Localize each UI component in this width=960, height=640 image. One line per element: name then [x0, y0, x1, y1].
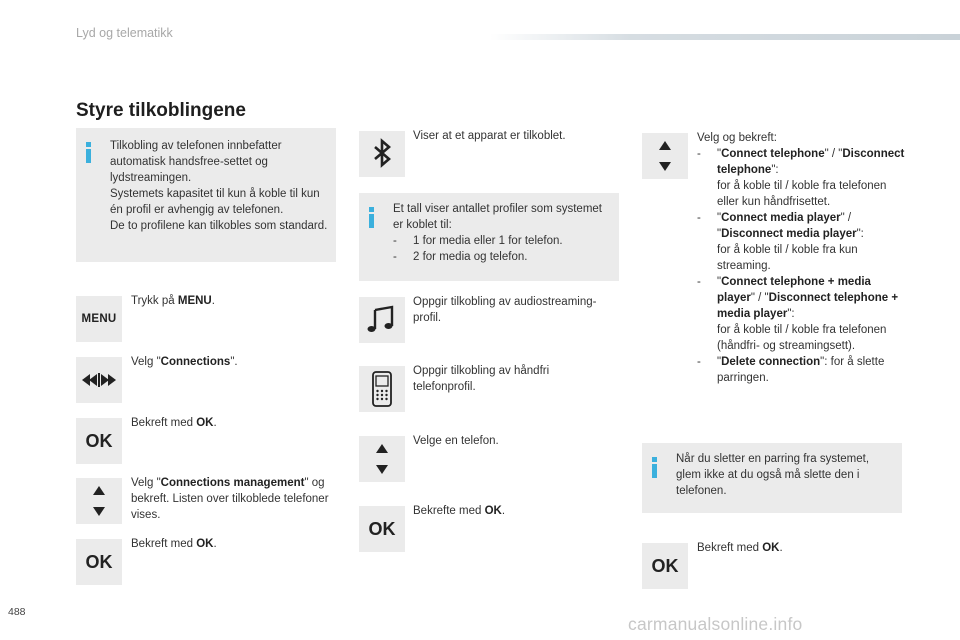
- left-right-arrows-icon: [76, 357, 122, 403]
- step-select-connections-management: Velg "Connections management" og bekreft. Listen over tilkoblede telefoner vises.: [131, 477, 329, 521]
- menu-button-label: MENU: [81, 313, 117, 325]
- up-down-arrows-tile: [642, 133, 688, 179]
- info-text-profile-count: Et tall viser antallet profiler som systemet er koblet til: - 1 for media eller 1 for telefon. - 2 for media og telefon.: [393, 201, 613, 265]
- connection-option: - "Delete connection": for å slette parringen.: [697, 356, 885, 384]
- bluetooth-icon: [359, 131, 405, 177]
- ok-button-tile: [642, 543, 688, 589]
- ok-button-tile: [76, 418, 122, 464]
- info-box-delete-pairing: [642, 443, 902, 513]
- connection-option: - "Connect telephone + media player" / "Disconnect telephone + media player": for å koble til / koble fra telefonen (håndfri- og streamingsett).: [697, 276, 899, 352]
- info-text-phone-support: Tilkobling av telefonen innbefatter automatisk handsfree-settet og lydstreamingen. Systemets kapasitet til kun å koble til kun én profil er avhengig av telefonen. De to profilene kan tilkobles som standard.: [110, 140, 328, 232]
- music-note-icon: [359, 297, 405, 343]
- mobile-phone-icon: [359, 366, 405, 412]
- ok-button-label: OK: [368, 518, 396, 539]
- step-handsfree-profile: Oppgir tilkobling av håndfri telefonprofil.: [413, 365, 550, 393]
- step-select-phone: Velge en telefon.: [413, 435, 499, 447]
- info-text-delete-pairing: Når du sletter en parring fra systemet, glem ikke at du også må slette den i telefonen.: [676, 453, 870, 497]
- profile-count-item: - 2 for media og telefon.: [393, 251, 528, 263]
- step-confirm-ok-middle: Bekrefte med OK.: [413, 505, 506, 517]
- page-title: Styre tilkoblingene: [76, 100, 246, 121]
- step-select-connections: Velg "Connections".: [131, 356, 238, 368]
- phone-tile: [359, 366, 405, 412]
- connection-option: - "Connect media player" / "Disconnect media player": for å koble til / koble fra kun streaming.: [697, 212, 864, 272]
- up-down-arrows-icon: [359, 436, 405, 482]
- header-rule: [490, 34, 960, 40]
- profile-count-item: - 1 for media eller 1 for telefon.: [393, 235, 563, 247]
- watermark: carmanualsonline.info: [628, 614, 803, 634]
- left-right-arrows-tile: [76, 357, 122, 403]
- step-bluetooth-connected: Viser at et apparat er tilkoblet.: [413, 130, 566, 142]
- up-down-arrows-tile: [76, 478, 122, 524]
- menu-button-tile: [76, 296, 122, 342]
- up-down-arrows-tile: [359, 436, 405, 482]
- ok-button-label: OK: [85, 430, 113, 451]
- step-confirm-ok-2: Bekreft med OK.: [131, 538, 217, 550]
- step-select-and-confirm: Velg og bekreft: - "Connect telephone" / "Disconnect telephone": for å koble til / koble fra telefonen eller kun håndfrisettet. - "Connect media player" / "Disconnect media player": for å koble til / koble fra kun streaming. - "Connect telephone + media player" / "Disconnect telephone + media player": for å koble til / koble fra telefonen (håndfri- og streamingsett). - "Delete connection": for å slette parringen.: [697, 130, 907, 386]
- ok-button-tile: [76, 539, 122, 585]
- bluetooth-tile: [359, 131, 405, 177]
- music-tile: [359, 297, 405, 343]
- step-press-menu: Trykk på MENU.: [131, 295, 215, 307]
- ok-button-label: OK: [85, 551, 113, 572]
- info-box-profile-count: [359, 193, 619, 281]
- info-box-phone-support: [76, 128, 336, 262]
- ok-button-tile: [359, 506, 405, 552]
- connection-option: - "Connect telephone" / "Disconnect telephone": for å koble til / koble fra telefonen eller kun håndfrisettet.: [697, 148, 905, 208]
- chapter-title: Lyd og telematikk: [76, 26, 173, 40]
- page-number: 488: [8, 606, 26, 618]
- step-confirm-ok-right: Bekreft med OK.: [697, 542, 783, 554]
- step-audio-profile: Oppgir tilkobling av audiostreaming-profil.: [413, 296, 597, 324]
- ok-button-label: OK: [651, 555, 679, 576]
- up-down-arrows-icon: [642, 133, 688, 179]
- step-confirm-ok-1: Bekreft med OK.: [131, 417, 217, 429]
- up-down-arrows-icon: [76, 478, 122, 524]
